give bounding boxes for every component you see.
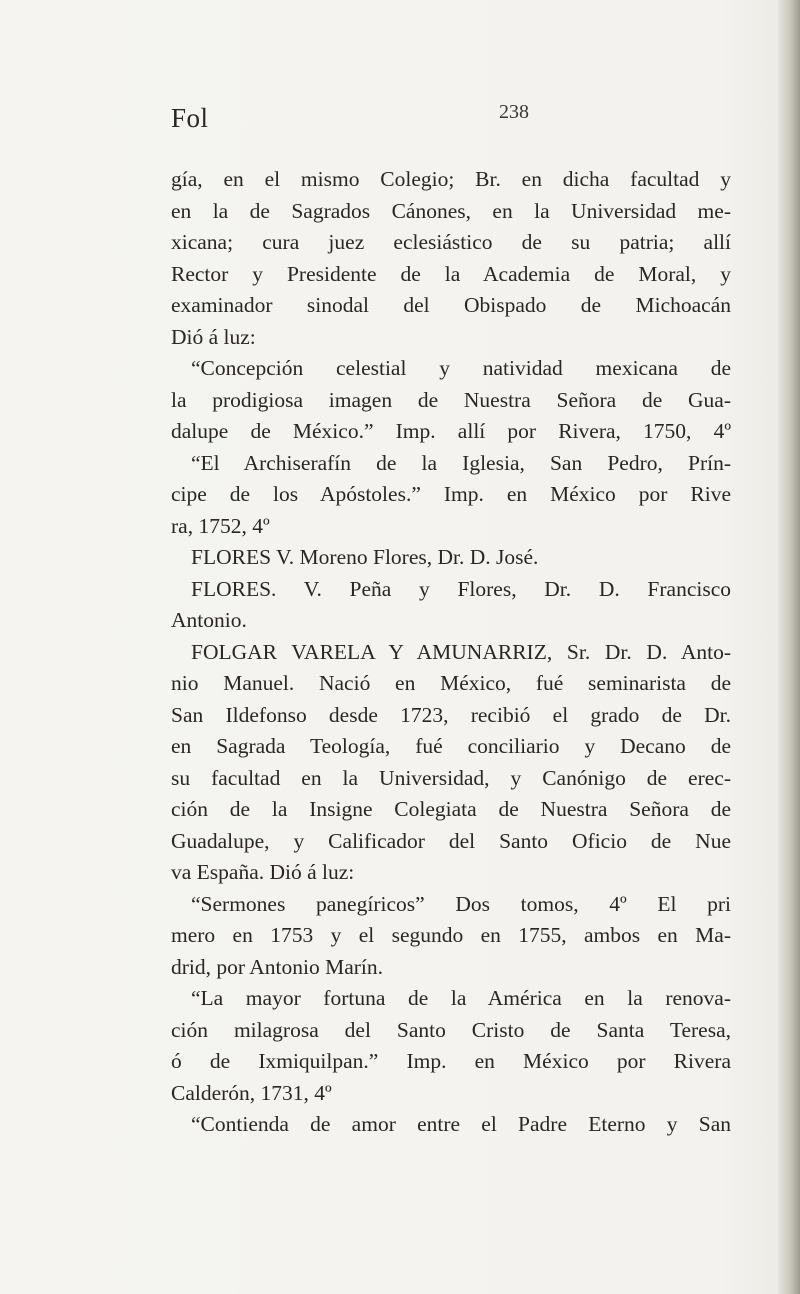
text-line: examinador sinodal del Obispado de Michoacán <box>171 293 731 317</box>
text-line: Dió á luz: <box>171 324 256 349</box>
body-text <box>171 164 731 1141</box>
text-line: ra, 1752, 4º <box>171 513 270 538</box>
text-line: “La mayor fortuna de la América en la renova- <box>191 986 731 1010</box>
text-line: xicana; cura juez eclesiástico de su patria; allí <box>171 230 731 254</box>
text-line: cipe de los Apóstoles.” Imp. en México por Rive <box>171 482 731 506</box>
text-line: FLORES. V. Peña y Flores, Dr. D. Francisco <box>191 576 731 601</box>
text-line: Guadalupe, y Calificador del Santo Oficio de Nue <box>171 828 731 853</box>
page-header <box>171 103 591 143</box>
running-head: Fol <box>171 103 209 133</box>
text-line: dalupe de México.” Imp. allí por Rivera, 1750, 4º <box>171 419 731 443</box>
text-line: ción de la Insigne Colegiata de Nuestra Señora de <box>171 797 731 821</box>
text-line: su facultad en la Universidad, y Canónigo de erec- <box>171 765 731 790</box>
text-line: San Ildefonso desde 1723, recibió el grado de Dr. <box>171 702 731 727</box>
text-line: ción milagrosa del Santo Cristo de Santa Teresa, <box>171 1017 731 1042</box>
text-line: en la de Sagrados Cánones, en la Universidad me- <box>171 198 731 223</box>
page-number: 238 <box>499 101 529 123</box>
text-line: FOLGAR VARELA Y AMUNARRIZ, Sr. Dr. D. Anto- <box>191 639 731 664</box>
text-line: ó de Ixmiquilpan.” Imp. en México por Rivera <box>171 1049 731 1073</box>
text-line: la prodigiosa imagen de Nuestra Señora de Gua- <box>171 387 731 412</box>
text-line: FLORES V. Moreno Flores, Dr. D. José. <box>191 545 539 569</box>
text-line: mero en 1753 y el segundo en 1755, ambos en Ma- <box>171 923 731 947</box>
text-line: va España. Dió á luz: <box>171 860 355 884</box>
page-edge-shadow <box>778 0 800 1294</box>
text-line: Antonio. <box>171 608 247 632</box>
text-line: Calderón, 1731, 4º <box>171 1080 332 1105</box>
text-line: “Contienda de amor entre el Padre Eterno y San <box>191 1112 731 1136</box>
text-line: Rector y Presidente de la Academia de Moral, y <box>171 261 731 286</box>
text-line: en Sagrada Teología, fué conciliario y Decano de <box>171 734 731 758</box>
text-line: “El Archiserafín de la Iglesia, San Pedro, Prín- <box>191 450 731 475</box>
text-line: “Concepción celestial y natividad mexicana de <box>191 356 731 380</box>
text-line: “Sermones panegíricos” Dos tomos, 4º El pri <box>191 891 731 916</box>
text-line: nio Manuel. Nació en México, fué seminarista de <box>171 671 731 695</box>
text-line: gía, en el mismo Colegio; Br. en dicha facultad y <box>171 167 731 191</box>
text-line: drid, por Antonio Marín. <box>171 954 383 979</box>
